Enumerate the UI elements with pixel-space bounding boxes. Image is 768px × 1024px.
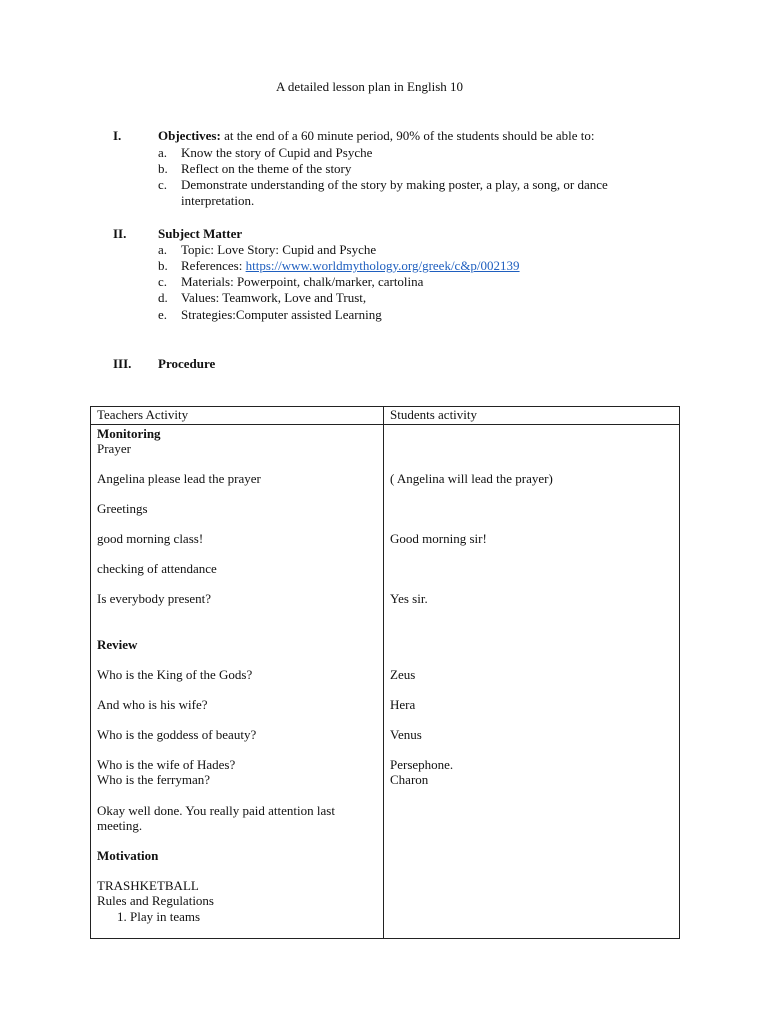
teacher-line: Rules and Regulations <box>97 893 214 908</box>
subject-letter: a. <box>158 242 168 257</box>
subject-item-references <box>181 258 520 274</box>
student-line: Zeus <box>390 667 416 682</box>
teacher-line: checking of attendance <box>97 561 217 576</box>
objective-item: Know the story of Cupid and Psyche <box>181 145 373 160</box>
subject-item: Strategies:Computer assisted Learning <box>181 307 382 322</box>
objectives-heading-line <box>158 128 594 144</box>
column-header-teacher: Teachers Activity <box>91 407 384 425</box>
column-header-student: Students activity <box>384 407 680 425</box>
table-row <box>91 425 680 939</box>
teacher-line: Is everybody present? <box>97 591 212 606</box>
student-line: Hera <box>390 697 416 712</box>
subject-heading: Subject Matter <box>158 226 243 241</box>
subject-letter: b. <box>158 258 168 273</box>
subject-letter: c. <box>158 274 168 289</box>
student-line: Venus <box>390 727 422 742</box>
objectives-intro: at the end of a 60 minute period, 90% of the students should be able to: <box>220 128 595 143</box>
student-line: Persephone. <box>390 757 454 772</box>
page-title: A detailed lesson plan in English 10 <box>276 79 464 94</box>
student-line: Charon <box>390 772 429 787</box>
teacher-line: Review <box>97 637 138 652</box>
teacher-line: Greetings <box>97 501 148 516</box>
teacher-line: Who is the King of the Gods? <box>97 667 253 682</box>
subject-letter: d. <box>158 290 168 305</box>
teacher-line: Monitoring <box>97 426 161 441</box>
teacher-line: TRASHKETBALL <box>97 878 199 893</box>
teacher-line: Angelina please lead the prayer <box>97 471 261 486</box>
objectives-heading: Objectives: <box>158 128 221 143</box>
subject-item: Values: Teamwork, Love and Trust, <box>181 290 367 305</box>
subject-letter: e. <box>158 307 168 322</box>
table-header-row <box>91 407 680 425</box>
teacher-line: Who is the goddess of beauty? <box>97 727 257 742</box>
procedure-heading: Procedure <box>158 356 216 371</box>
student-line: Yes sir. <box>390 591 428 606</box>
teacher-line: And who is his wife? <box>97 697 208 712</box>
teacher-line: good morning class! <box>97 531 204 546</box>
objective-item: Reflect on the theme of the story <box>181 161 352 176</box>
subject-item: Materials: Powerpoint, chalk/marker, cartolina <box>181 274 424 289</box>
teacher-activity-cell <box>91 425 384 939</box>
section-numeral-subject: II. <box>113 226 127 241</box>
teacher-line: Who is the wife of Hades? <box>97 757 236 772</box>
references-label: References: <box>181 258 246 273</box>
teacher-line: Okay well done. You really paid attention last <box>97 803 335 818</box>
references-link[interactable]: https://www.worldmythology.org/greek/c&p/002139 <box>245 258 520 273</box>
objective-letter: b. <box>158 161 168 176</box>
teacher-line: meeting. <box>97 818 143 833</box>
teacher-line: Who is the ferryman? <box>97 772 210 787</box>
student-activity-cell <box>384 425 680 939</box>
student-line: ( Angelina will lead the prayer) <box>390 471 553 486</box>
student-line: Good morning sir! <box>390 531 487 546</box>
procedure-table <box>90 406 680 939</box>
teacher-line: Prayer <box>97 441 131 456</box>
subject-item: Topic: Love Story: Cupid and Psyche <box>181 242 377 257</box>
objective-item: Demonstrate understanding of the story by making poster, a play, a song, or dance <box>181 177 608 192</box>
teacher-line: 1. Play in teams <box>117 909 201 924</box>
section-numeral-objectives: I. <box>113 128 122 143</box>
teacher-line: Motivation <box>97 848 159 863</box>
objective-letter: a. <box>158 145 168 160</box>
section-numeral-procedure: III. <box>113 356 132 371</box>
objective-letter: c. <box>158 177 168 192</box>
objective-item-continuation: interpretation. <box>181 193 255 208</box>
